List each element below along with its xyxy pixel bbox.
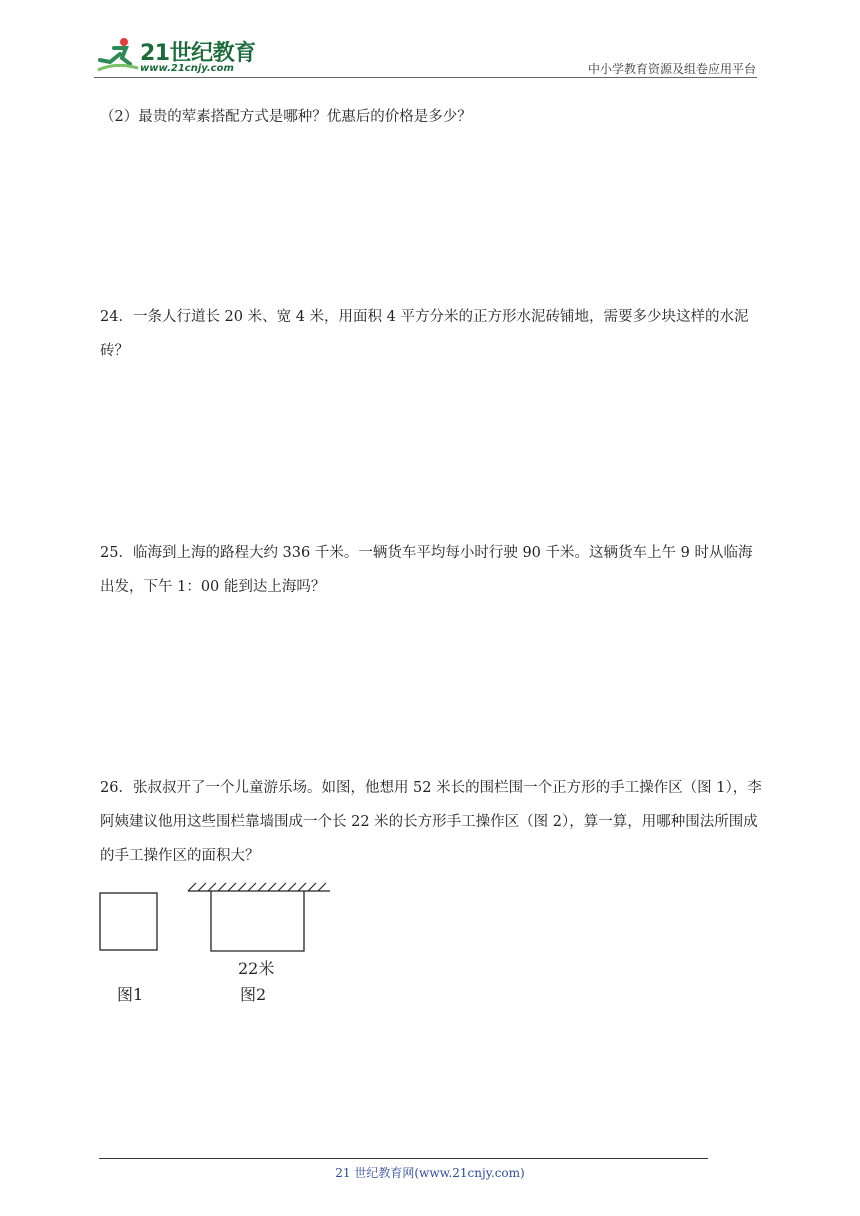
rectangle-fence-fig2 xyxy=(211,891,304,951)
question-24: 24．一条人行道长 20 米、宽 4 米，用面积 4 平方分米的正方形水泥砖铺地，需要多少块这样的水泥砖？ xyxy=(100,309,749,359)
fence-figure xyxy=(0,870,860,1020)
question-23-part-2: （2）最贵的荤素搭配方式是哪种？优惠后的价格是多少？ xyxy=(100,109,472,125)
question-25: 25．临海到上海的路程大约 336 千米。一辆货车平均每小时行驶 90 千米。这辆货车上午 9 时从临海出发，下午 1：00 能到达上海吗？ xyxy=(100,545,753,595)
fig2-caption: 图2 xyxy=(240,985,267,1004)
square-area-fig1 xyxy=(100,893,157,950)
page-header xyxy=(0,0,860,80)
question-26: 26．张叔叔开了一个儿童游乐场。如图，他想用 52 米长的围栏围一个正方形的手工操作区（图 1），李阿姨建议他用这些围栏靠墙围成一个长 22 米的长方形手工操作区（图 2），算一算，用哪种围法所围成的手工操作区的面积大？ xyxy=(100,780,762,864)
fig1-caption: 图1 xyxy=(117,985,144,1004)
footer-text: 21 世纪教育网(www.21cnjy.com) xyxy=(335,1166,525,1180)
wall-hatching xyxy=(188,883,326,891)
length-label: 22米 xyxy=(238,959,275,978)
runner-logo-icon xyxy=(94,36,140,76)
site-logo xyxy=(94,36,264,80)
header-divider xyxy=(94,77,757,78)
logo-url: www.21cnjy.com xyxy=(140,63,234,74)
footer-divider xyxy=(99,1158,708,1159)
logo-text: 21世纪教育 xyxy=(140,41,256,66)
header-tagline: 中小学教育资源及组卷应用平台 xyxy=(587,62,756,76)
